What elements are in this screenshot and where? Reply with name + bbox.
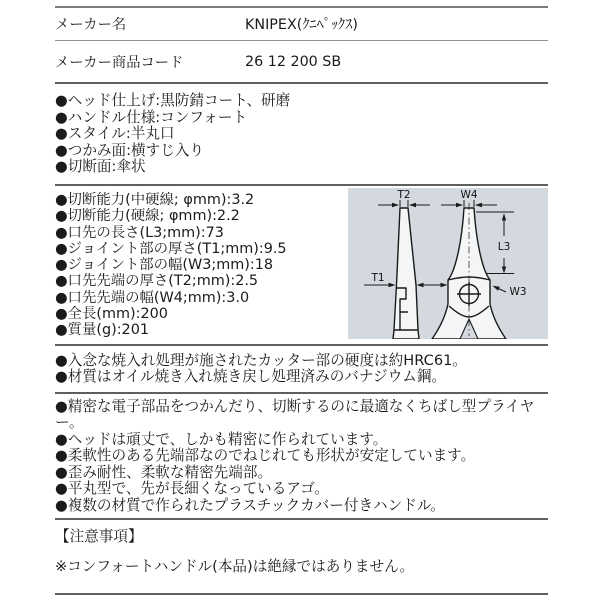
spec-item: ●切断面:傘状 [55, 158, 146, 176]
diagram-label-w4: W4 [460, 188, 478, 201]
diagram-label-l3: L3 [497, 240, 511, 253]
spec-item: ●切断能力(中硬線; φmm):3.2 [55, 191, 255, 208]
spec-item: ●ヘッド仕上げ:黒防錆コート、研磨 [55, 92, 291, 109]
product-code-row [55, 41, 548, 82]
spec-item: ●口先の長さ(L3;mm):73 [55, 224, 224, 241]
caution-heading: 【注意事項】 [55, 528, 143, 546]
spec-item: ●質量(g):201 [55, 322, 150, 339]
maker-name-value: KNIPEX(ｸﾆﾍﾟｯｸｽ) [245, 17, 358, 33]
caution-note: ※コンフォートハンドル(本品)は絶縁ではありません。 [55, 558, 415, 576]
spec-item: ●ジョイント部の厚さ(T1;mm):9.5 [55, 240, 287, 257]
section-divider [55, 518, 548, 520]
spec-item: ●ハンドル仕様:コンフォート [55, 108, 248, 126]
feature-item: ●複数の材質で作られたプラスチックカバー付きハンドル。 [55, 496, 445, 514]
feature-item: ●ヘッドは頑丈で、しかも精密に作られています。 [55, 430, 388, 448]
basic-spec-list [55, 84, 548, 184]
maker-name-label: メーカー名 [55, 17, 127, 33]
spec-item: ●切断能力(硬線; φmm):2.2 [55, 208, 240, 225]
note-item: ●材質はオイル焼き入れ焼き戻し処理済みのバナジウム鋼。 [55, 368, 447, 386]
feature-item: ●精密な電子部品をつかんだり、切断するのに最適なくちばし型プライヤー。 [55, 397, 535, 432]
spec-item: ●スタイル:半丸口 [55, 125, 175, 143]
product-code-value: 26 12 200 SB [245, 53, 342, 70]
diagram-label-t2: T2 [397, 188, 411, 201]
diagram-label-t1: T1 [371, 271, 385, 284]
spec-item: ●全長(mm):200 [55, 306, 168, 323]
maker-info-table [55, 6, 548, 82]
feature-item: ●柔軟性のある先端部なのでねじれても形状が安定しています。 [55, 447, 476, 465]
spec-item: ●口先先端の厚さ(T2;mm):2.5 [55, 273, 259, 290]
feature-item: ●平丸型で、先が長細くなっているアゴ。 [55, 480, 329, 498]
bottom-divider [55, 593, 548, 595]
material-note-list [55, 346, 548, 392]
note-item: ●入念な焼入れ処理が施されたカッター部の硬度は約HRC61。 [55, 351, 467, 369]
maker-name-row [55, 8, 548, 41]
product-code-label: メーカー商品コード [55, 54, 184, 71]
pliers-dimension-diagram [348, 188, 548, 339]
feature-list [55, 394, 548, 519]
dimension-spec-section [55, 186, 548, 344]
spec-item: ●口先先端の幅(W4;mm):3.0 [55, 289, 250, 306]
diagram-label-w3: W3 [509, 285, 527, 298]
spec-item: ●つかみ面:横すじ入り [55, 141, 204, 159]
feature-item: ●歪み耐性、柔軟な精密先端部。 [55, 463, 273, 481]
spec-item: ●ジョイント部の幅(W3;mm):18 [55, 257, 274, 274]
